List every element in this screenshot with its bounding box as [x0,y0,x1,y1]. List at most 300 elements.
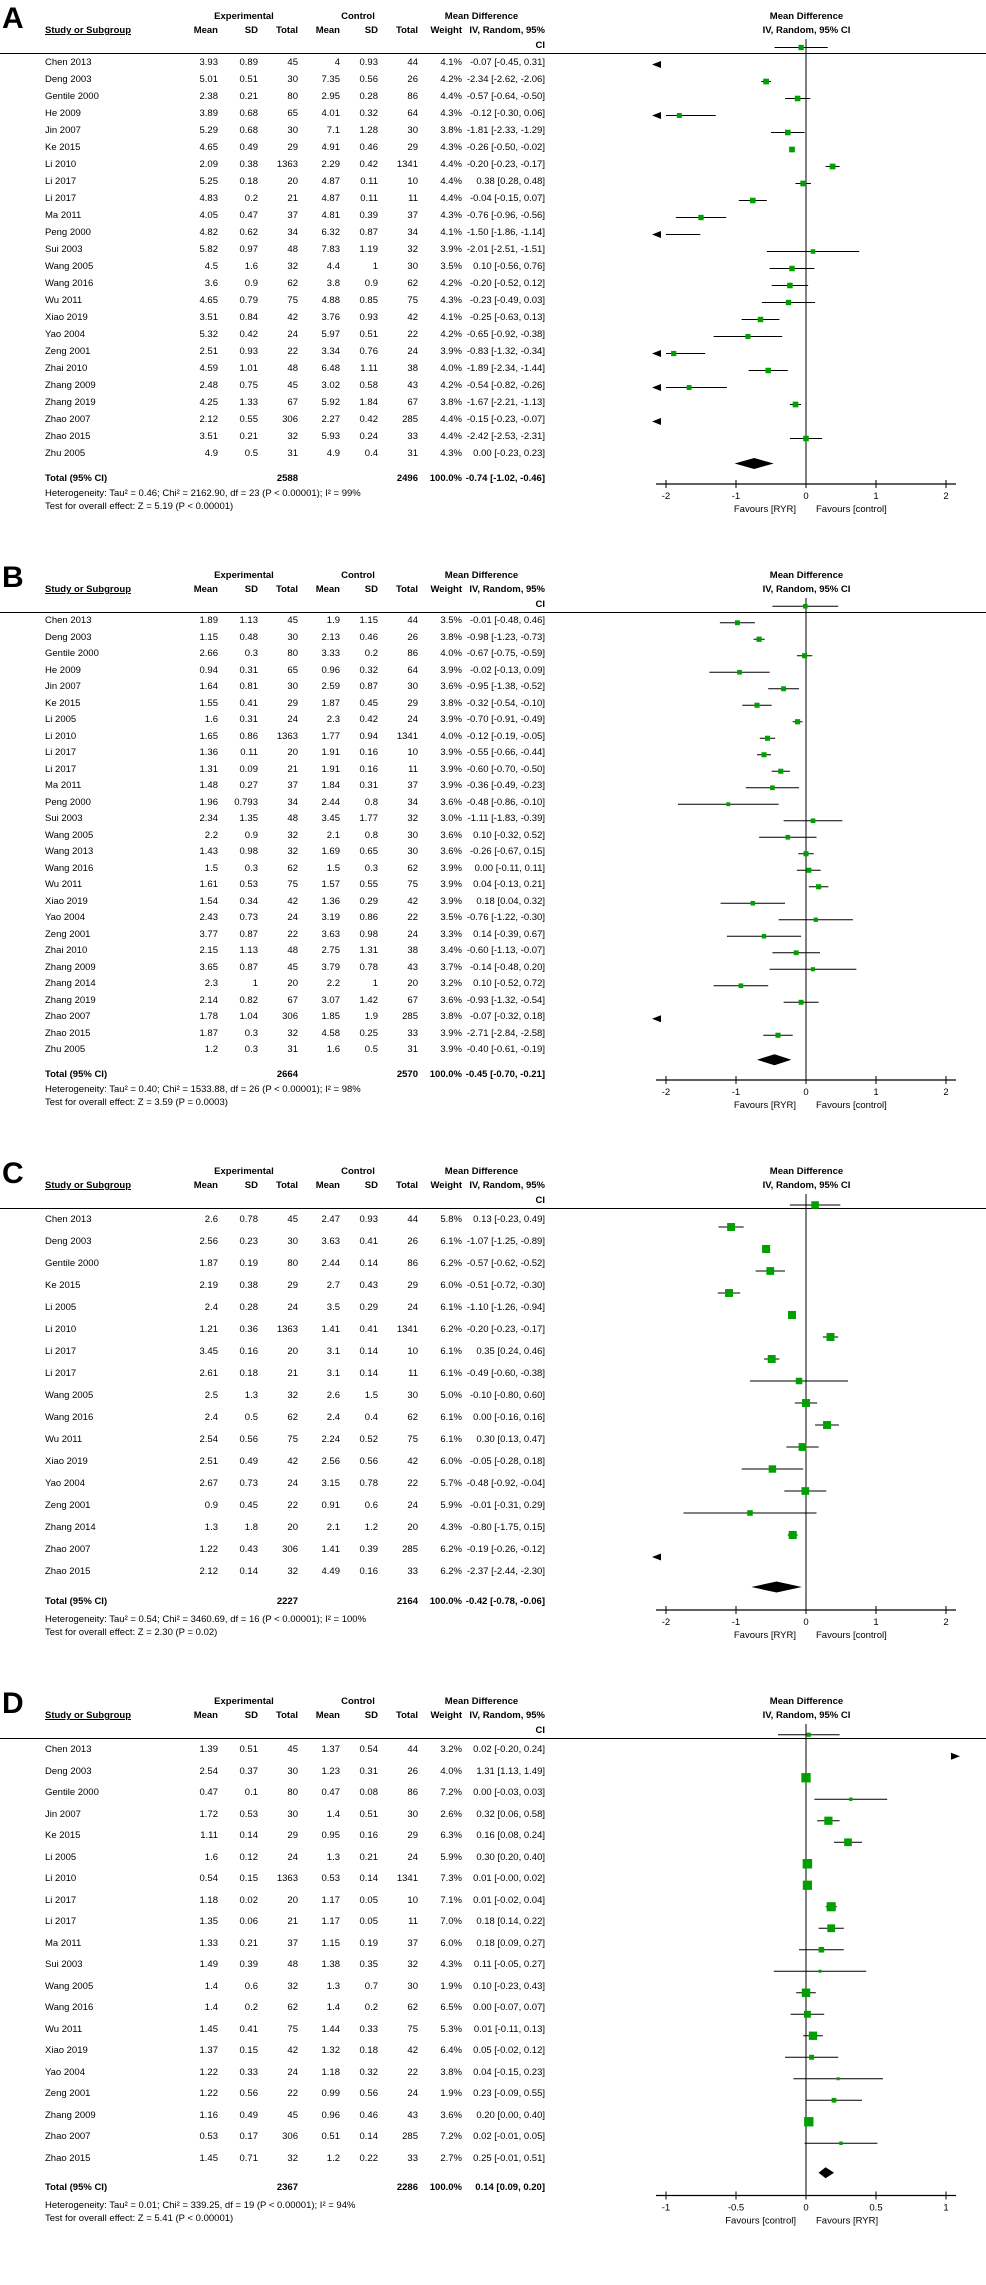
ctl-total: 26 [407,1236,418,1247]
exp-sd: 0.5 [244,448,258,459]
ci-text: -0.80 [-1.75, 0.15] [470,1522,545,1533]
ctl-total: 30 [407,1390,418,1401]
ctl-sd: 0.93 [359,312,378,323]
weight-value: 4.4% [440,176,462,187]
ci-text: 0.18 [0.14, 0.22] [476,1916,545,1927]
ctl-mean: 7.1 [326,125,340,136]
effect-marker [811,818,816,823]
exp-total: 22 [287,2088,298,2099]
study-name: Gentile 2000 [45,1787,99,1798]
ci-column-header: IV, Random, 95% CI [469,584,545,610]
study-name: Ke 2015 [45,142,81,153]
effect-marker [823,1421,831,1429]
clip-arrow-left-icon [652,384,661,391]
ci-text: -1.50 [-1.86, -1.14] [466,227,545,238]
study-name: Sui 2003 [45,1959,83,1970]
weight-value: 7.1% [440,1894,462,1906]
ctl-mean: 0.91 [321,1500,340,1511]
effect-marker [832,2098,837,2103]
ctl-mean: 3.8 [326,278,340,289]
ctl-mean: 0.96 [321,2109,340,2121]
exp-mean: 3.6 [204,278,218,289]
study-name: Li 2017 [45,1346,77,1357]
ctl-mean: 2.7 [326,1280,340,1291]
effect-marker [798,45,803,50]
ctl-total: 26 [407,631,418,643]
weight-value: 5.9% [440,1500,462,1511]
tick-label: 1 [943,2202,949,2214]
exp-mean: 2.56 [199,1236,218,1247]
ci-text: -0.19 [-0.26, -0.12] [466,1544,545,1555]
tick-label: 1 [873,491,879,502]
ctl-total: 10 [407,176,418,187]
ctl-total: 32 [407,244,418,255]
exp-sd: 0.62 [239,227,258,238]
ci-text: -0.67 [-0.75, -0.59] [466,648,545,659]
effect-marker [758,317,763,322]
ctl-total: 29 [407,1280,418,1291]
ci-text: -0.36 [-0.49, -0.23] [466,780,545,791]
exp-total: 42 [287,895,298,907]
exp-mean: 1.39 [199,1744,218,1755]
exp-mean: 1.87 [199,1258,218,1269]
exp-sd: 0.21 [239,91,258,102]
study-name: Zhang 2014 [45,978,96,989]
ctl-total: 33 [407,1027,418,1039]
favours-left-label: Favours [control] [725,2215,796,2227]
ctl-total: 10 [407,747,418,758]
exp-sd: 0.15 [239,1873,258,1884]
exp-mean: 1.36 [199,747,218,758]
weight-value: 6.1% [440,1346,462,1357]
ctl-mean: 3.63 [321,928,340,940]
ctl-mean: 2.6 [326,1390,340,1401]
exp-sd: 0.15 [239,2045,258,2056]
study-name: Sui 2003 [45,244,83,255]
study-name: He 2009 [45,664,81,676]
effect-marker [751,901,756,906]
study-name: Wang 2005 [45,261,94,272]
total-ci-text: -0.45 [-0.70, -0.21] [465,1068,545,1080]
weight-value: 6.0% [440,1456,462,1467]
exp-mean: 2.54 [199,1434,218,1445]
ctl-mean: 3.5 [326,1302,340,1313]
ctl-mean: 6.48 [321,363,340,374]
ctl-sd: 0.31 [359,780,378,791]
panel-label-c: C [2,1157,24,1190]
ci-text: -0.10 [-0.80, 0.60] [470,1390,545,1401]
exp-mean: 2.4 [204,1412,218,1423]
exp-total: 62 [287,2002,298,2013]
study-name: Li 2010 [45,1873,77,1884]
weight-value: 4.1% [440,312,462,323]
exp-sd: 0.18 [239,1368,258,1379]
effect-marker [803,604,808,609]
exp-sd: 1.6 [244,261,258,272]
ctl-total: 29 [407,142,418,153]
ctl-sd: 0.24 [359,431,378,442]
ctl-mean: 2.95 [321,91,340,102]
exp-sd: 0.16 [239,1346,258,1357]
exp-total: 30 [287,681,298,692]
ctl-sd: 0.41 [359,1236,378,1247]
exp-total-header: Total [276,584,298,595]
ctl-mean: 2.2 [326,978,340,989]
study-name: Ke 2015 [45,1280,81,1291]
ci-text: -1.10 [-1.26, -0.94] [466,1302,545,1313]
study-name: Zhao 2007 [45,414,91,425]
weight-value: 7.2% [440,2131,462,2142]
exp-sd-header: SD [244,584,258,595]
ctl-sd: 0.54 [359,1744,378,1755]
group-header-row [0,569,986,582]
weight-value: 5.7% [440,1478,462,1489]
exp-total: 24 [287,912,298,923]
ci-text: -0.60 [-0.70, -0.50] [466,763,545,775]
ci-text: 0.05 [-0.02, 0.12] [473,2045,545,2056]
effect-marker [747,1510,753,1516]
exp-sd: 0.793 [234,796,258,808]
ctl-sd: 0.3 [364,862,378,874]
clip-arrow-left-icon [652,1015,661,1022]
effect-marker [765,736,770,741]
effect-marker [775,1033,780,1038]
weight-value: 3.4% [440,945,462,956]
ci-text: -0.57 [-0.62, -0.52] [466,1258,545,1269]
weight-value: 4.3% [440,210,462,221]
ci-text: -0.70 [-0.91, -0.49] [466,714,545,725]
exp-total: 29 [287,697,298,709]
effect-marker [849,1798,852,1801]
weight-value: 3.6% [440,829,462,841]
ctl-total: 42 [407,895,418,907]
ctl-mean: 1.77 [321,730,340,742]
ci-text: -0.83 [-1.32, -0.34] [466,346,545,357]
ci-text: 0.00 [-0.07, 0.07] [473,2002,545,2013]
exp-sd: 0.3 [244,1027,258,1039]
effect-marker [799,1000,804,1005]
tick-label: 1 [873,1617,879,1628]
exp-sd: 0.79 [239,295,258,306]
weight-value: 4.2% [440,380,462,391]
exp-total: 32 [287,829,298,841]
exp-sd: 1.35 [239,813,258,824]
ctl-total: 30 [407,829,418,841]
effect-marker [809,2032,817,2040]
clip-arrow-left-icon [652,1554,661,1561]
weight-value: 3.5% [440,615,462,626]
ctl-mean: 1.9 [326,615,340,626]
exp-sd: 0.49 [239,2109,258,2121]
effect-marker [803,1881,812,1890]
weight-value: 4.4% [440,91,462,102]
clip-arrow-left-icon [652,418,661,425]
ctl-total: 86 [407,1787,418,1798]
effect-marker [837,2077,840,2080]
weight-value: 4.3% [440,142,462,153]
exp-sd: 0.21 [239,1937,258,1949]
favours-right-label: Favours [control] [816,504,887,515]
exp-mean: 1.6 [204,714,218,725]
exp-mean: 1.45 [199,2152,218,2164]
exp-total: 24 [287,1302,298,1313]
exp-mean: 1.87 [199,1027,218,1039]
effect-marker [844,1838,852,1846]
exp-mean: 1.96 [199,796,218,808]
study-name: Xiao 2019 [45,1456,88,1467]
ctl-sd: 0.39 [359,1544,378,1555]
group-header-row [0,1695,986,1708]
ctl-mean: 4.58 [321,1027,340,1039]
study-name: Chen 2013 [45,1214,92,1225]
exp-sd: 0.56 [239,1434,258,1445]
study-name: Zeng 2001 [45,928,91,940]
exp-sd: 0.82 [239,994,258,1006]
weight-value: 3.5% [440,912,462,923]
ctl-sd: 0.14 [359,1873,378,1884]
exp-sd: 0.38 [239,159,258,170]
ctl-sd: 0.32 [359,108,378,119]
weight-value: 7.2% [440,1787,462,1798]
weight-value: 6.1% [440,1412,462,1423]
weight-value: 4.2% [440,278,462,289]
mean-difference-header: Mean Difference [444,1166,519,1177]
ctl-sd: 0.05 [359,1894,378,1906]
exp-mean: 2.48 [199,380,218,391]
exp-mean: 1.4 [204,2002,218,2013]
ctl-mean: 1.15 [321,1937,340,1949]
ci-text: -0.76 [-1.22, -0.30] [466,912,545,923]
effect-marker [762,934,766,938]
exp-total: 24 [287,329,298,340]
total-ctl-n: 2164 [396,1596,418,1607]
exp-total: 62 [287,862,298,874]
weight-value: 6.2% [440,1544,462,1555]
control-group-header: Control [341,11,375,22]
exp-sd: 0.19 [239,1258,258,1269]
effect-marker [827,1902,836,1911]
exp-sd: 0.23 [239,1236,258,1247]
exp-sd: 0.14 [239,1566,258,1577]
exp-mean: 2.66 [199,648,218,659]
exp-total: 24 [287,714,298,725]
favours-right-label: Favours [RYR] [816,2215,879,2227]
study-name: Wu 2011 [45,879,83,890]
exp-sd: 0.3 [244,862,258,874]
exp-mean: 1.5 [204,862,218,874]
ctl-sd: 0.32 [359,2066,378,2078]
exp-sd: 0.14 [239,1830,258,1841]
ctl-mean: 2.44 [321,796,340,808]
panel-label-a: A [2,2,24,35]
ctl-sd: 0.7 [364,1980,378,1992]
ctl-sd: 0.93 [359,57,378,68]
study-name: Li 2005 [45,714,77,725]
forest-panel-d [0,1689,986,2259]
ci-text: -1.67 [-2.21, -1.13] [466,397,545,408]
effect-marker [768,1355,776,1363]
ci-text: -2.37 [-2.44, -2.30] [466,1566,545,1577]
ctl-mean: 1.91 [321,747,340,758]
study-name: Ma 2011 [45,1937,82,1949]
ctl-mean: 4.01 [321,108,340,119]
ctl-sd: 0.21 [359,1851,378,1863]
exp-total: 80 [287,1787,298,1798]
ctl-sd: 0.46 [359,631,378,643]
ci-column-header: IV, Random, 95% CI [469,1180,545,1206]
ctl-total: 24 [407,928,418,940]
ctl-sd: 0.05 [359,1916,378,1927]
ctl-mean: 1.32 [321,2045,340,2056]
total-exp-n: 2367 [276,2182,298,2193]
ci-text: -0.65 [-0.92, -0.38] [466,329,545,340]
exp-mean-header: Mean [193,1710,218,1721]
ctl-mean: 1.3 [326,1851,340,1863]
study-name: Zhao 2015 [45,1566,91,1577]
exp-sd: 0.2 [244,193,258,204]
study-name: Wang 2016 [45,1412,94,1423]
study-name: Zhai 2010 [45,363,88,374]
exp-mean: 1.3 [204,1522,218,1533]
exp-total: 32 [287,261,298,272]
exp-sd: 0.41 [239,697,258,709]
ctl-mean: 2.1 [326,1522,340,1533]
ctl-mean: 2.4 [326,1412,340,1423]
favours-right-label: Favours [control] [816,1630,887,1641]
ctl-mean: 3.33 [321,648,340,659]
ctl-mean: 2.3 [326,714,340,725]
ctl-total: 22 [407,329,418,340]
ctl-mean-header: Mean [315,584,340,595]
ctl-sd: 1.42 [359,994,378,1006]
exp-sd: 0.12 [239,1851,258,1863]
effect-marker [725,1289,733,1297]
effect-marker [687,385,692,390]
study-name: Peng 2000 [45,796,91,808]
ctl-total: 86 [407,91,418,102]
clip-arrow-left-icon [652,231,661,238]
exp-sd: 0.89 [239,57,258,68]
ci-text: -1.07 [-1.25, -0.89] [466,1236,545,1247]
ctl-sd: 0.46 [359,2109,378,2121]
effect-marker [803,1859,812,1868]
exp-total: 65 [287,108,298,119]
ci-text: -0.20 [-0.52, 0.12] [470,278,545,289]
weight-value: 4.0% [440,648,462,659]
exp-total: 20 [287,1346,298,1357]
exp-mean: 3.65 [199,961,218,973]
effect-marker [765,368,770,373]
forest-panel-b [0,563,986,1143]
ctl-total: 22 [407,912,418,923]
ctl-total: 37 [407,1937,418,1949]
forest-plot-canvas-a [545,39,986,518]
ci-text: 0.02 [-0.20, 0.24] [473,1744,545,1755]
exp-sd: 0.11 [240,747,258,758]
ctl-mean: 3.34 [321,346,340,357]
exp-mean: 2.43 [199,912,218,923]
exp-mean: 2.09 [199,159,218,170]
ctl-sd: 0.46 [359,142,378,153]
effect-marker [803,851,808,856]
exp-total: 45 [287,1744,298,1755]
exp-total: 45 [287,1214,298,1225]
ctl-sd-header: SD [364,1710,378,1721]
study-name: Zhu 2005 [45,448,86,459]
forest-panel-a [0,4,986,547]
ctl-sd: 0.16 [359,1830,378,1841]
ci-text: -0.14 [-0.48, 0.20] [470,961,545,973]
ctl-mean: 2.24 [321,1434,340,1445]
panel-label-b: B [2,561,24,594]
ctl-sd: 0.28 [359,91,378,102]
exp-mean: 2.38 [199,91,218,102]
exp-mean: 2.67 [199,1478,218,1489]
exp-sd: 1 [252,978,258,989]
control-group-header: Control [341,570,375,581]
effect-marker [800,181,806,187]
exp-mean: 2.51 [199,1456,218,1467]
exp-mean: 1.35 [199,1916,218,1927]
effect-marker [793,402,799,408]
weight-value: 3.6% [440,846,462,857]
weight-value: 3.9% [440,895,462,907]
exp-mean: 5.25 [199,176,218,187]
effect-marker [819,1970,822,1973]
ctl-total: 30 [407,1808,418,1820]
ci-text: 0.00 [-0.03, 0.03] [473,1787,545,1798]
effect-marker [677,113,682,118]
weight-value: 6.4% [440,2045,462,2056]
weight-value: 4.4% [440,159,462,170]
ci-text: -2.01 [-2.51, -1.51] [466,244,545,255]
ctl-total: 32 [407,813,418,824]
weight-value: 3.9% [440,747,462,758]
tick-label: -0.5 [727,2202,745,2214]
ci-text: 0.18 [0.04, 0.32] [476,895,545,907]
ci-text: 0.32 [0.06, 0.58] [476,1808,545,1820]
exp-sd: 0.5 [244,1412,258,1423]
ctl-total: 42 [407,2045,418,2056]
ci-text: 0.23 [-0.09, 0.55] [473,2088,545,2099]
ctl-total: 75 [407,2023,418,2035]
exp-mean: 1.4 [204,1980,218,1992]
study-name: Zhang 2019 [45,397,96,408]
ctl-total: 285 [402,2131,418,2142]
ctl-mean: 1.91 [321,763,340,775]
exp-mean: 1.37 [199,2045,218,2056]
effect-marker [811,967,815,971]
exp-total: 30 [287,1765,298,1777]
weight-value: 3.9% [440,664,462,676]
ctl-mean: 1.2 [326,2152,340,2164]
ci-text: 0.01 [-0.02, 0.04] [473,1894,545,1906]
exp-mean: 1.48 [199,780,218,791]
exp-sd: 0.51 [239,74,258,85]
exp-mean: 1.11 [200,1830,218,1841]
ctl-sd: 0.76 [359,346,378,357]
ctl-total-header: Total [396,25,418,36]
ctl-sd: 0.43 [359,1280,378,1291]
total-ci-text: -0.42 [-0.78, -0.06] [465,1596,545,1607]
mean-difference-header: Mean Difference [444,570,519,581]
ctl-total: 44 [407,1744,418,1755]
study-column-header: Study or Subgroup [45,1710,132,1721]
effect-marker [795,96,801,102]
ci-text: 0.00 [-0.23, 0.23] [473,448,545,459]
exp-sd: 0.09 [239,763,258,775]
plot-mean-difference-header: Mean Difference [769,570,844,581]
